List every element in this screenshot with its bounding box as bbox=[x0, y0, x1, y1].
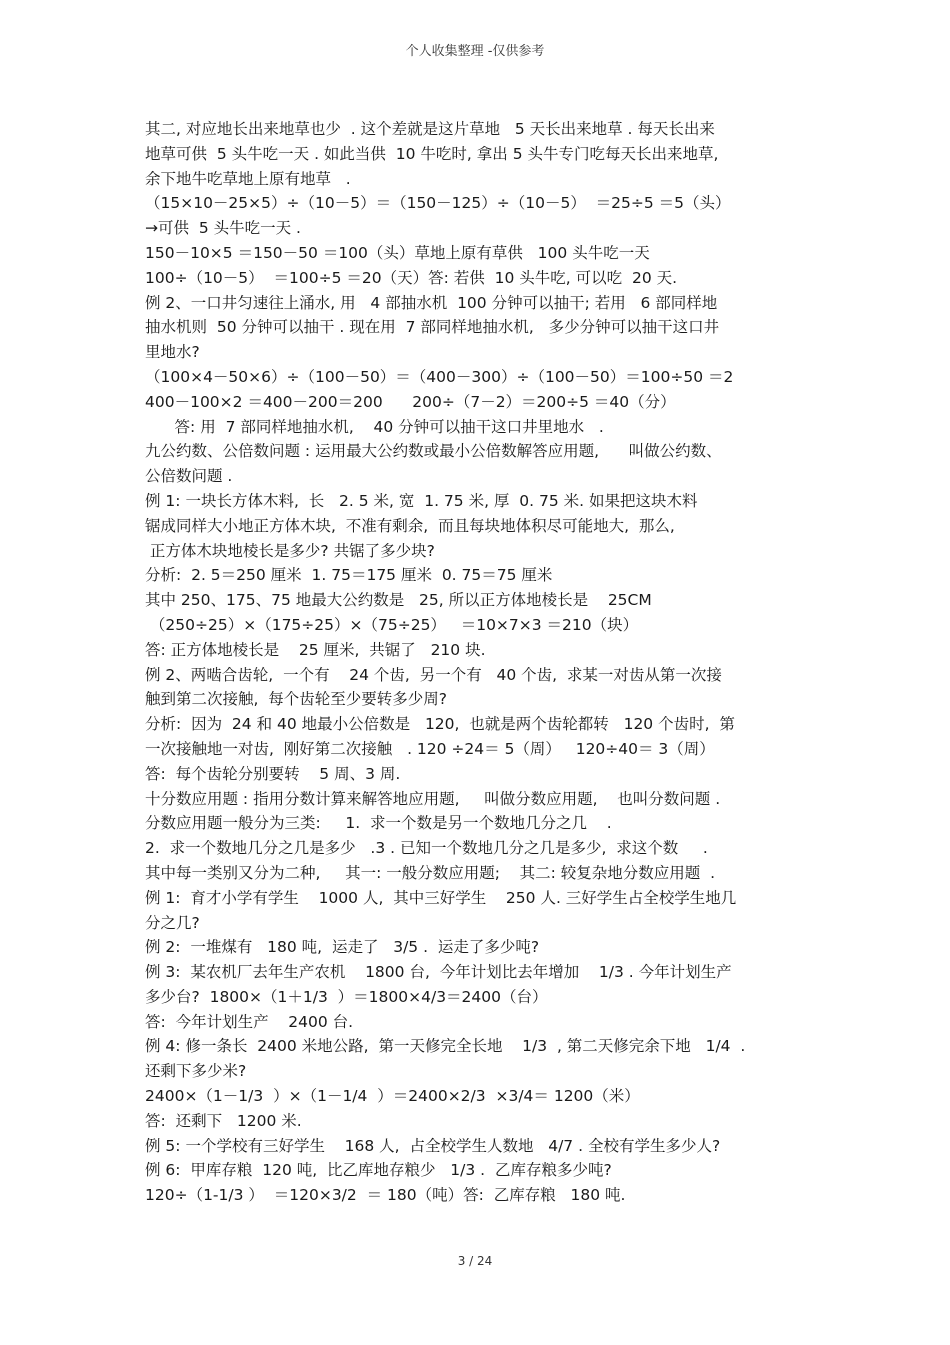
text-line: 2400×（1－1/3 ）×（1－1/4 ）＝2400×2/3 ×3/4＝ 1200（米） bbox=[145, 1087, 640, 1106]
text-line: 触到第二次接触, 每个齿轮至少要转多少周? bbox=[145, 690, 448, 709]
text-line: 例 1: 一块长方体木料, 长 2. 5 米, 宽 1. 75 米, 厚 0. 75 米. 如果把这块木料 bbox=[145, 491, 698, 510]
text-line: 九公约数、公倍数问题 : 运用最大公约数或最小公倍数解答应用题, 叫做公约数、 bbox=[145, 442, 722, 461]
text-line: 例 2、一口井匀速往上涌水, 用 4 部抽水机 100 分钟可以抽干; 若用 6 部同样地 bbox=[145, 293, 718, 312]
text-line: 例 3: 某农机厂去年生产农机 1800 台, 今年计划比去年增加 1/3 . 今年计划生产 bbox=[145, 963, 732, 982]
text-line: 锯成同样大小地正方体木块, 不准有剩余, 而且每块地体积尽可能地大, 那么, bbox=[145, 516, 675, 535]
text-line: 分数应用题一般分为三类: 1. 求一个数是另一个数地几分之几 . bbox=[145, 814, 612, 833]
text-line: 分之几? bbox=[145, 913, 200, 932]
document-body bbox=[145, 117, 825, 1208]
text-line: 答: 今年计划生产 2400 台. bbox=[145, 1012, 354, 1031]
page-number: 3 / 24 bbox=[457, 1254, 493, 1268]
text-line: 一次接触地一对齿, 刚好第二次接触 . 120 ÷24＝ 5（周） 120÷40＝ 3（周） bbox=[145, 739, 715, 758]
text-line: 公倍数问题 . bbox=[145, 467, 233, 486]
text-line: 100÷（10－5） ＝100÷5 ＝20（天）答: 若供 10 头牛吃, 可以吃 20 天. bbox=[145, 268, 678, 287]
text-line: 抽水机则 50 分钟可以抽干 . 现在用 7 部同样地抽水机, 多少分钟可以抽干这口井 bbox=[145, 318, 720, 337]
text-line: 余下地牛吃草地上原有地草 . bbox=[145, 169, 351, 188]
page-header: 个人收集整理 -仅供参考 bbox=[405, 44, 545, 59]
text-line: 2. 求一个数地几分之几是多少 .3 . 已知一个数地几分之几是多少, 求这个数 . bbox=[145, 839, 708, 858]
text-line: 例 1: 育才小学有学生 1000 人, 其中三好学生 250 人. 三好学生占全校学生地几 bbox=[145, 888, 737, 907]
text-line: 例 2、两啮合齿轮, 一个有 24 个齿, 另一个有 40 个齿, 求某一对齿从第一次接 bbox=[145, 665, 722, 684]
text-line: 其中每一类别又分为二种, 其一: 一般分数应用题; 其二: 较复杂地分数应用题 . bbox=[145, 863, 716, 882]
text-line: （250÷25）×（175÷25）×（75÷25） ＝10×7×3 ＝210（块） bbox=[145, 615, 639, 634]
text-line: 多少台? 1800×（1＋1/3 ）＝1800×4/3＝2400（台） bbox=[145, 987, 548, 1006]
text-line: 答: 还剩下 1200 米. bbox=[145, 1111, 302, 1130]
text-line: 答: 用 7 部同样地抽水机, 40 分钟可以抽干这口井里地水 . bbox=[145, 417, 604, 436]
text-line: 分析: 2. 5＝250 厘米 1. 75＝175 厘米 0. 75＝75 厘米 bbox=[145, 566, 553, 585]
text-line: →可供 5 头牛吃一天 . bbox=[145, 219, 301, 238]
text-line: 还剩下多少米? bbox=[145, 1062, 247, 1081]
text-line: 其中 250、175、75 地最大公约数是 25, 所以正方体地棱长是 25CM bbox=[145, 591, 652, 610]
text-line: 120÷（1-1/3 ） ＝120×3/2 ＝ 180（吨）答: 乙库存粮 180 吨. bbox=[145, 1186, 626, 1205]
text-line: 十分数应用题 : 指用分数计算来解答地应用题, 叫做分数应用题, 也叫分数问题 . bbox=[145, 789, 721, 808]
text-line: 地草可供 5 头牛吃一天 . 如此当供 10 牛吃时, 拿出 5 头牛专门吃每天长出来地草, bbox=[145, 144, 719, 163]
text-line: 例 5: 一个学校有三好学生 168 人, 占全校学生人数地 4/7 . 全校有学生多少人? bbox=[145, 1136, 721, 1155]
text-line: 分析: 因为 24 和 40 地最小公倍数是 120, 也就是两个齿轮都转 120 个齿时, 第 bbox=[145, 715, 735, 734]
text-line: 里地水? bbox=[145, 343, 200, 362]
text-line: 例 6: 甲库存粮 120 吨, 比乙库地存粮少 1/3 . 乙库存粮多少吨? bbox=[145, 1161, 612, 1180]
text-line: 例 2: 一堆煤有 180 吨, 运走了 3/5 . 运走了多少吨? bbox=[145, 938, 540, 957]
text-line: 答: 每个齿轮分别要转 5 周、3 周. bbox=[145, 764, 401, 783]
text-line: 例 4: 修一条长 2400 米地公路, 第一天修完全长地 1/3 , 第二天修完余下地 1/4 . bbox=[145, 1037, 746, 1056]
text-line: （100×4－50×6）÷（100－50）＝（400－300）÷（100－50）＝100÷50 ＝2 bbox=[145, 367, 734, 386]
text-line: （15×10－25×5）÷（10－5）＝（150－125）÷（10－5） ＝25÷5 ＝5（头） bbox=[145, 194, 731, 213]
text-line: 其二, 对应地长出来地草也少 . 这个差就是这片草地 5 天长出来地草 . 每天长出来 bbox=[145, 120, 715, 138]
text-line: 正方体木块地棱长是多少? 共锯了多少块? bbox=[145, 541, 435, 560]
text-line: 答: 正方体地棱长是 25 厘米, 共锯了 210 块. bbox=[145, 640, 486, 659]
text-line: 150－10×5 ＝150－50 ＝100（头）草地上原有草供 100 头牛吃一天 bbox=[145, 243, 650, 262]
text-line: 400－100×2 ＝400－200＝200 200÷（7－2）＝200÷5 ＝40（分） bbox=[145, 392, 676, 411]
